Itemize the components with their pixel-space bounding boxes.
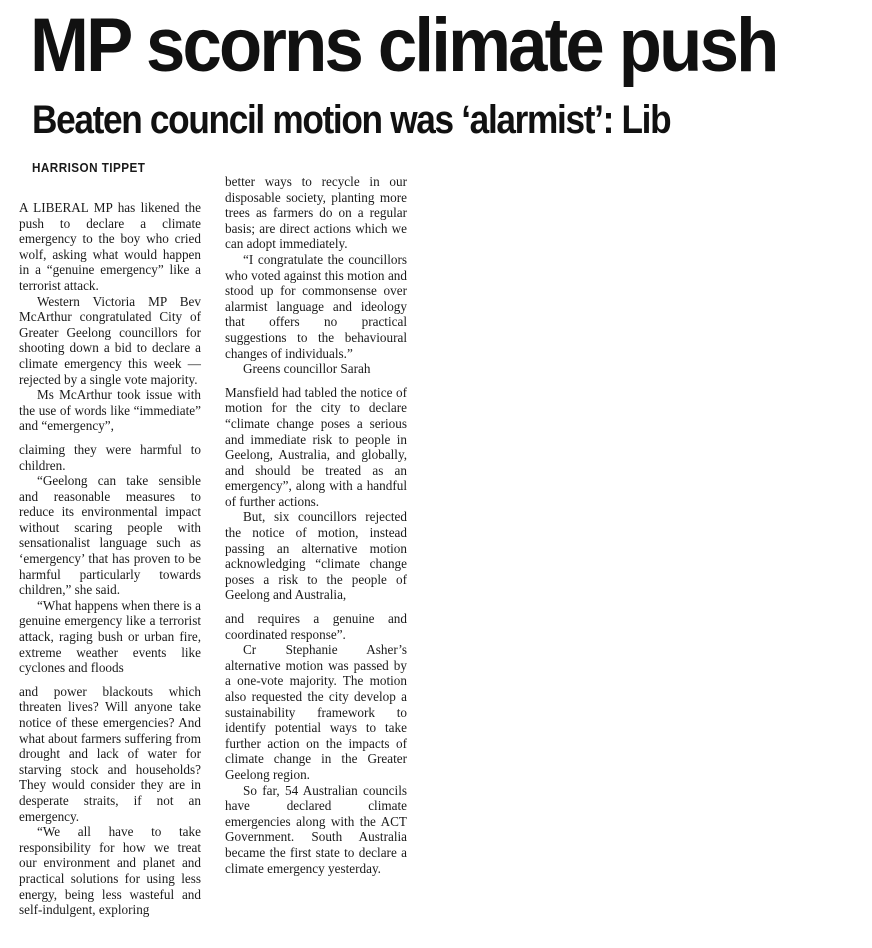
paragraph: and power blackouts which threaten lives? Will anyone take notice of these emergencies? And what about farmers suffering from drought and lack of water for starving stock and households? They would consider they are in desperate straits, if not an emergency. <box>19 683 201 824</box>
paragraph: claiming they were harmful to children. <box>19 441 201 473</box>
article-column-2 <box>225 174 407 876</box>
paragraph: Western Victoria MP Bev McArthur congratulated City of Greater Geelong councillors for shooting down a bid to declare a climate emergency this week — rejected by a single vote majority. <box>19 293 201 387</box>
byline: HARRISON TIPPET <box>32 160 146 175</box>
paragraph: Cr Stephanie Asher’s alternative motion was passed by a one-vote majority. The motion also requested the city develop a sustainability framework to identify potential ways to take further action on the impacts of climate change in the Greater Geelong region. <box>225 642 407 782</box>
subheadline: Beaten council motion was ‘alarmist’: Lib <box>32 98 671 142</box>
paragraph: A LIBERAL MP has likened the push to declare a climate emergency to the boy who cried wolf, asking what would happen in a “genuine emergency” like a terrorist attack. <box>19 200 201 293</box>
headline: MP scorns climate push <box>30 3 777 88</box>
paragraph: better ways to recycle in our disposable society, planting more trees as farmers do on a regular basis; are direct actions which we can adopt immediately. <box>225 174 407 252</box>
paragraph: So far, 54 Australian councils have declared climate emergencies along with the ACT Government. South Australia became the first state to declare a climate emergency yesterday. <box>225 782 407 876</box>
paragraph: But, six councillors rejected the notice of motion, instead passing an alternative motion acknowledging “climate change poses a risk to the people of Geelong and Australia, <box>225 509 407 603</box>
paragraph: “I congratulate the councillors who voted against this motion and stood up for commonsense over alarmist language and ideology that offers no practical suggestions to the behavioural changes of individuals.” <box>225 251 407 361</box>
paragraph: and requires a genuine and coordinated response”. <box>225 611 407 642</box>
paragraph: “We all have to take responsibility for how we treat our environment and planet and practical solutions for using less energy, being less wasteful and self-indulgent, exploring <box>19 824 201 918</box>
paragraph: Greens councillor Sarah <box>243 361 371 377</box>
paragraph: Mansfield had tabled the notice of motion for the city to declare “climate change poses a serious and immediate risk to people in Geelong, Australia, and globally, and should be treated as an emergency”, along with a handful of further actions. <box>225 384 407 509</box>
article-column-1 <box>19 200 201 918</box>
paragraph: “Geelong can take sensible and reasonable measures to reduce its environmental impact without scaring people with sensationalist language such as ‘emergency’ that has proven to be harmful particularly towards children,” she said. <box>19 473 201 598</box>
paragraph: Ms McArthur took issue with the use of words like “immediate” and “emergency”, <box>19 387 201 434</box>
paragraph: “What happens when there is a genuine emergency like a terrorist attack, raging bush or urban fire, extreme weather events like cyclones and floods <box>19 597 201 676</box>
